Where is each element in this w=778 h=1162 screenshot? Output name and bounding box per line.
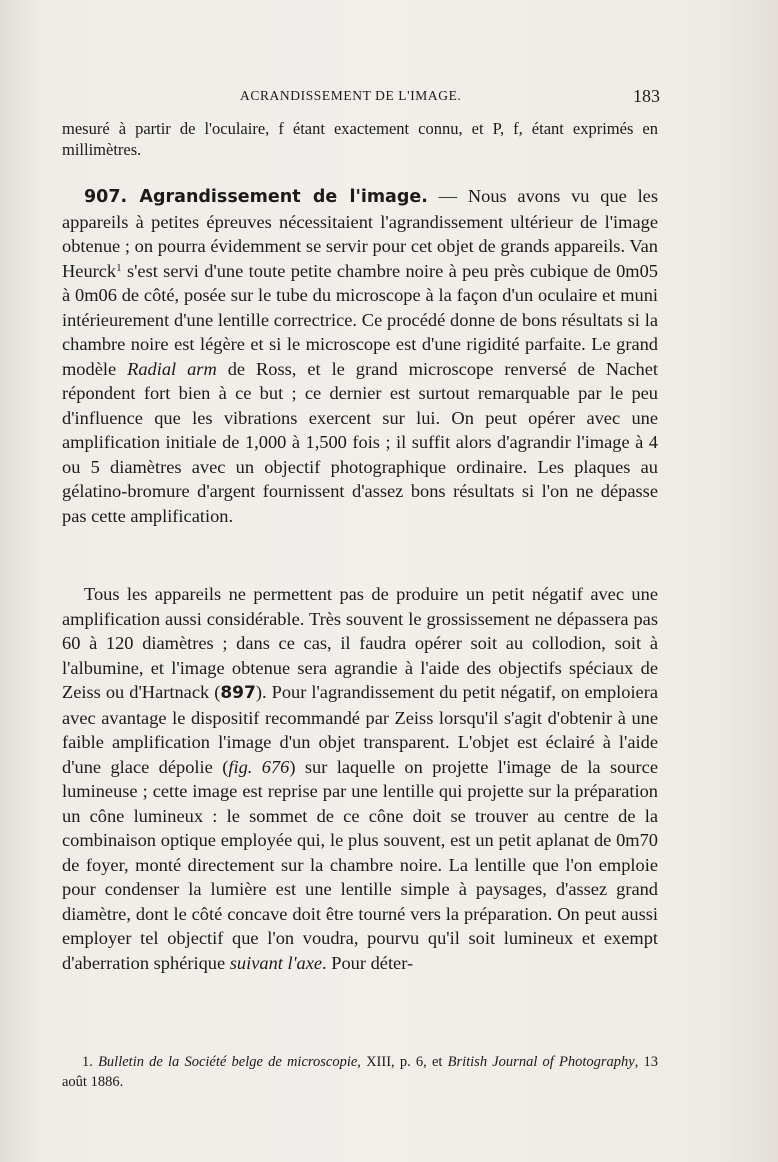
journal-title: British Journal of Photography: [447, 1054, 635, 1070]
italic-term: suivant l'axe: [229, 952, 323, 973]
intro-paragraph: mesuré à partir de l'oculaire, f étant exactement connu, et P, f, étant exprimés en millimètres.: [62, 119, 658, 159]
journal-title: Bulletin de la Société belge de microscopie: [98, 1054, 358, 1070]
paragraph-text: s'est servi d'une toute petite chambre noire à peu près cubique de 0m05 à 0m06 de côté, posée sur le tube du microscope à la façon d'un oculaire et muni intérieurement d'une lentille correctrice. Ce procédé donne de bons résultats si la chambre noire est légère et si le microscope est d'une rigidité parfaite. Le grand modèle: [62, 260, 658, 379]
footnote: [62, 1052, 658, 1092]
italic-term: Radial arm: [127, 358, 217, 379]
figure-reference: fig. 676: [228, 756, 290, 777]
page-number: 183: [633, 86, 660, 106]
section-heading: 907. Agrandissement de l'image.: [84, 187, 428, 207]
footnote-text: , 13 août 1886.: [62, 1054, 659, 1090]
cross-reference: 897: [220, 683, 256, 703]
paragraph-text: ). Pour l'agrandissement du petit négatif, on emploiera avec avantage le dispositif recommandé par Zeiss lorsqu'il s'agit d'obtenir à une faible amplification l'image d'un objet transparent. L'objet est éclairé à l'aide d'une glace dépolie (: [62, 682, 659, 777]
paragraph-text: ) sur laquelle on projette l'image de la source lumineuse ; cette image est reprise par une lentille qui projette sur la préparation un cône lumineux : le sommet de ce cône doit se trouver au centre de la combinaison optique employée qui, le plus souvent, est un petit aplanat de 0m70 de foyer, monté directement sur la chambre noire. La lentille que l'on emploie pour condenser la lumière est une lentille simple à paysages, d'assez grand diamètre, dont le côté concave doit être tourné vers la préparation. On peut aussi employer tel objectif que l'on voudra, pourvu qu'il soit lumineux et exempt d'aberration sphérique: [62, 756, 658, 973]
paragraph-text: . Pour déter-: [322, 952, 414, 973]
running-title: ACRANDISSEMENT DE L'IMAGE.: [240, 88, 462, 103]
section-paragraph-2: [62, 582, 658, 975]
section-paragraph-1: [62, 184, 658, 528]
footnote-text: , XIII, p. 6, et: [357, 1054, 448, 1070]
paragraph-text: de Ross, et le grand microscope renversé de Nachet répondent fort bien à ce but ; ce dernier est surtout remarquable par le peu d'influence que les vibrations exercent sur lui. On peut opérer avec une amplification initiale de 1,000 à 1,500 fois ; il suffit alors d'agrandir l'image à 4 ou 5 diamètres avec un objectif photographique ordinaire. Les plaques au gélatino-bromure d'argent fournissent d'assez bons résultats si l'on ne dépasse pas cette amplification.: [62, 358, 658, 526]
paragraph-text: Tous les appareils ne permettent pas de produire un petit négatif avec une amplification aussi considérable. Très souvent le grossissement ne dépassera pas 60 à 120 diamètres ; dans ce cas, il faudra opérer soit au collodion, soit à l'albumine, et l'image obtenue sera agrandie à l'aide des objectifs spéciaux de Zeiss ou d'Hartnack (: [62, 584, 658, 702]
footnote-marker: 1: [116, 261, 122, 274]
paragraph-text: — Nous avons vu que les appareils à petites épreuves nécessitaient l'agrandissement ultérieur de l'image obtenue ; on pourra évidemment se servir pour cet objet de grands appareils. Van Heurck: [62, 186, 658, 281]
footnote-number: 1.: [82, 1054, 93, 1070]
page-header: [62, 88, 660, 110]
